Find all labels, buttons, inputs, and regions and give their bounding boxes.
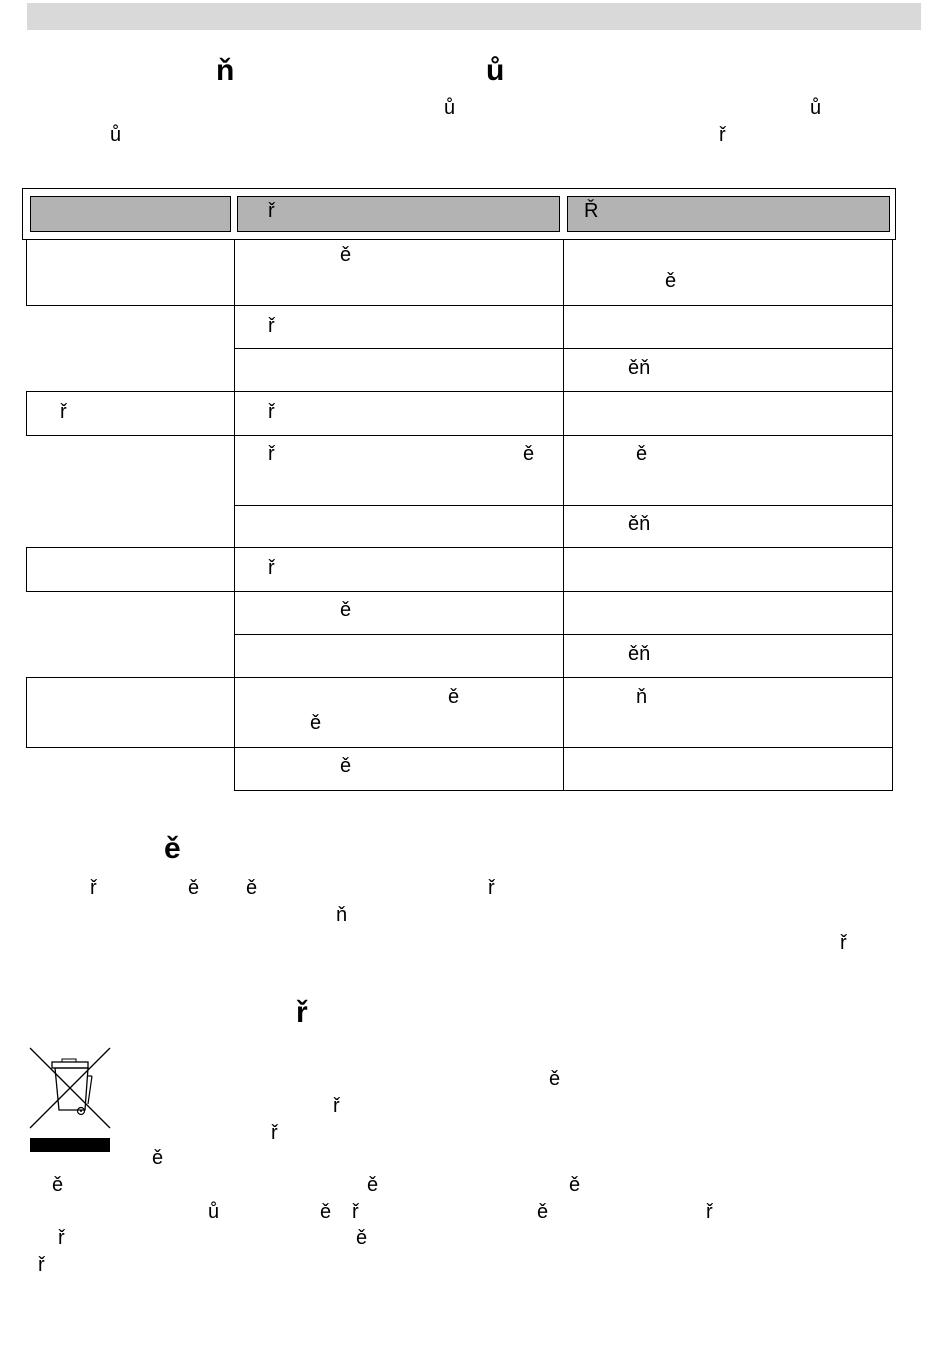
text-char: ě	[569, 1174, 581, 1196]
intro-char: ů	[810, 97, 822, 119]
table-cell: ř	[268, 443, 275, 465]
table-grid-line	[234, 634, 893, 635]
table-cell: ěň	[628, 357, 651, 379]
text-char: ů	[208, 1201, 220, 1223]
text-char: ř	[58, 1227, 65, 1249]
table-header-col2	[237, 196, 560, 232]
text-char: ř	[706, 1201, 713, 1223]
table-cell: ě	[665, 270, 677, 292]
intro-char: ř	[719, 124, 726, 146]
table-grid-line	[26, 392, 27, 436]
text-char: ř	[271, 1122, 278, 1144]
text-char: ř	[38, 1254, 45, 1276]
header-bar	[27, 3, 921, 30]
section2-heading: ě	[164, 832, 181, 865]
table-grid-line	[26, 747, 893, 748]
section1-heading-char-2: ů	[486, 54, 505, 87]
table-grid-line	[26, 678, 27, 748]
text-char: ě	[537, 1201, 549, 1223]
table-grid-line	[234, 348, 893, 349]
text-char: ě	[549, 1068, 561, 1090]
table-grid-line	[26, 391, 893, 392]
section3-heading: ř	[296, 996, 308, 1029]
table-cell: ě	[523, 443, 535, 465]
table-grid-line	[26, 677, 893, 678]
table-grid-line	[26, 435, 893, 436]
table-cell: ěň	[628, 643, 651, 665]
table-cell: ě	[636, 443, 648, 465]
table-grid-line	[26, 547, 893, 548]
text-char: ř	[352, 1201, 359, 1223]
text-char: ř	[840, 932, 847, 954]
table-grid-line	[234, 790, 893, 791]
text-char: ě	[52, 1174, 64, 1196]
table-cell: ř	[268, 401, 275, 423]
table-grid-line	[26, 305, 893, 306]
intro-char: ů	[110, 124, 122, 146]
table-cell: ěň	[628, 513, 651, 535]
table-grid-line	[26, 591, 893, 592]
text-char: ř	[488, 877, 495, 899]
table-cell: ř	[60, 401, 67, 423]
text-char: ě	[152, 1147, 164, 1169]
table-grid-line	[26, 548, 27, 592]
table-cell: ě	[448, 686, 460, 708]
section1-heading-char-1: ň	[216, 54, 235, 87]
text-char: ř	[333, 1095, 340, 1117]
text-char: ě	[246, 877, 258, 899]
text-char: ě	[320, 1201, 332, 1223]
table-header-col3	[567, 196, 890, 232]
table-cell: ě	[310, 712, 322, 734]
table-grid-line	[892, 240, 893, 791]
table-cell: ě	[340, 755, 352, 777]
table-grid-line	[234, 240, 235, 791]
text-char: ě	[356, 1227, 368, 1249]
intro-char: ů	[444, 97, 456, 119]
table-header-col1	[30, 196, 231, 232]
table-grid-line	[563, 240, 564, 791]
text-char: ň	[336, 904, 348, 926]
table-header-label: Ř	[584, 200, 599, 222]
text-char: ě	[367, 1174, 379, 1196]
table-cell: ě	[340, 244, 352, 266]
crossed-out-wheelie-bin-icon	[28, 1046, 112, 1154]
table-header-label: ř	[268, 200, 275, 222]
table-cell: ř	[268, 557, 275, 579]
text-char: ř	[90, 877, 97, 899]
table-cell: ě	[340, 599, 352, 621]
table-cell: ř	[268, 315, 275, 337]
table-grid-line	[26, 240, 27, 306]
text-char: ě	[188, 877, 200, 899]
table-cell: ň	[636, 686, 648, 708]
table-grid-line	[234, 505, 893, 506]
